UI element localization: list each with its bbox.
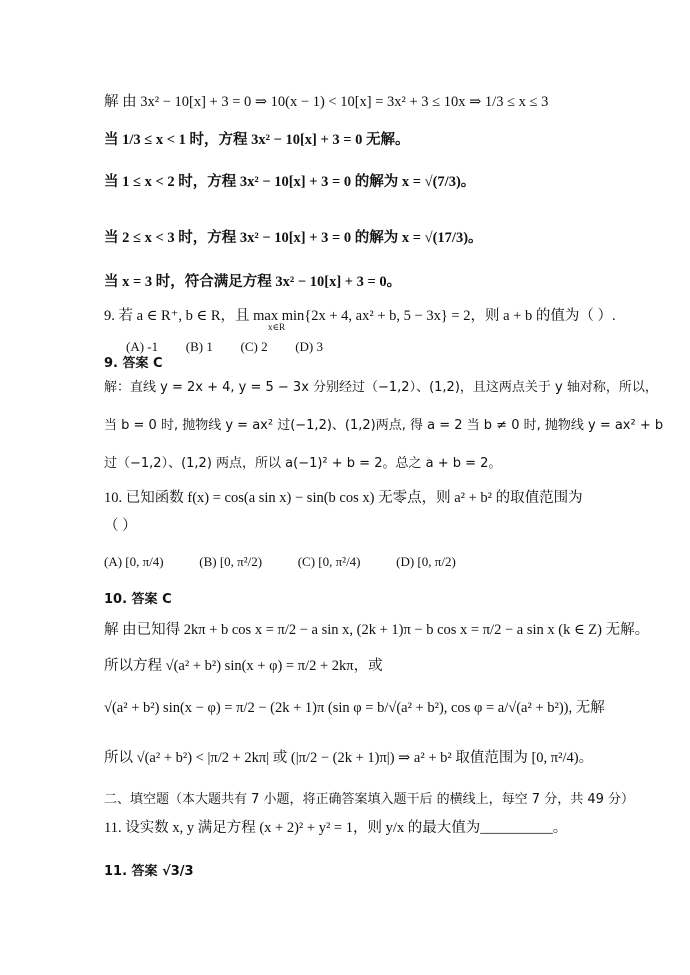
solution-line-4: 当 2 ≤ x < 3 时，方程 3x² − 10[x] + 3 = 0 的解为 x = √(17/3)。 [104,230,483,246]
solution-line-2: 当 1/3 ≤ x < 1 时，方程 3x² − 10[x] + 3 = 0 无解。 [104,132,410,148]
solution-line-5: 当 x = 3 时，符合满足方程 3x² − 10[x] + 3 = 0。 [104,274,402,290]
option-c: (C) 2 [240,339,268,354]
question-9-subscript: x∈R [268,322,286,332]
answer-11: 11. 答案 √3/3 [104,864,194,879]
question-10-bracket: （ ） [104,518,137,534]
option-a: (A) [0, π/4) [104,554,164,569]
question-11: 11. 设实数 x, y 满足方程 (x + 2)² + y² = 1，则 y/x 的最大值为__________。 [104,820,568,836]
section-2-heading: 二、填空题（本大题共有 7 小题，将正确答案填入题干后 的横线上，每空 7 分，共 49 分） [104,792,635,807]
answer-9: 9. 答案 C [104,356,163,371]
option-b: (B) 1 [185,339,213,354]
answer-10-solution-2: 所以方程 √(a² + b²) sin(x + φ) = π/2 + 2kπ，或 [104,658,383,674]
question-10-options [104,552,480,572]
option-c: (C) [0, π²/4) [297,554,361,569]
solution-line-3: 当 1 ≤ x < 2 时，方程 3x² − 10[x] + 3 = 0 的解为 x = √(7/3)。 [104,174,476,190]
question-9: 9. 若 a ∈ R⁺, b ∈ R，且 max min{2x + 4, ax² + b, 5 − 3x} = 2，则 a + b 的值为（ ）. [104,308,616,324]
question-10: 10. 已知函数 f(x) = cos(a sin x) − sin(b cos x) 无零点，则 a² + b² 的取值范围为 [104,490,583,506]
answer-10-solution-1: 解 由已知得 2kπ + b cos x = π/2 − a sin x, (2k + 1)π − b cos x = π/2 − a sin x (k ∈ Z) 无解。 [104,622,650,638]
answer-10: 10. 答案 C [104,592,172,607]
option-a: (A) -1 [126,339,159,354]
solution-line-1: 解 由 3x² − 10[x] + 3 = 0 ⇒ 10(x − 1) < 10[x] = 3x² + 3 ≤ 10x ⇒ 1/3 ≤ x ≤ 3 [104,94,549,110]
answer-10-solution-3: √(a² + b²) sin(x − φ) = π/2 − (2k + 1)π (sin φ = b/√(a² + b²), cos φ = a/√(a² + b²)), 无解 [104,700,605,716]
option-d: (D) 3 [295,339,323,354]
answer-9-solution-1: 解：直线 y = 2x + 4, y = 5 − 3x 分别经过（−1,2）、(1,2)，且这两点关于 y 轴对称，所以， [104,380,658,395]
answer-9-solution-3: 过（−1,2）、(1,2) 两点，所以 a(−1)² + b = 2。总之 a + b = 2。 [104,456,502,471]
answer-9-solution-2: 当 b = 0 时, 抛物线 y = ax² 过(−1,2)、(1,2)两点, 得 a = 2 当 b ≠ 0 时, 抛物线 y = ax² + b [104,418,664,433]
answer-10-solution-4: 所以 √(a² + b²) < |π/2 + 2kπ| 或 (|π/2 − (2k + 1)π|) ⇒ a² + b² 取值范围为 [0, π²/4)。 [104,750,594,766]
option-d: (D) [0, π/2) [396,554,456,569]
option-b: (B) [0, π²/2) [199,554,263,569]
